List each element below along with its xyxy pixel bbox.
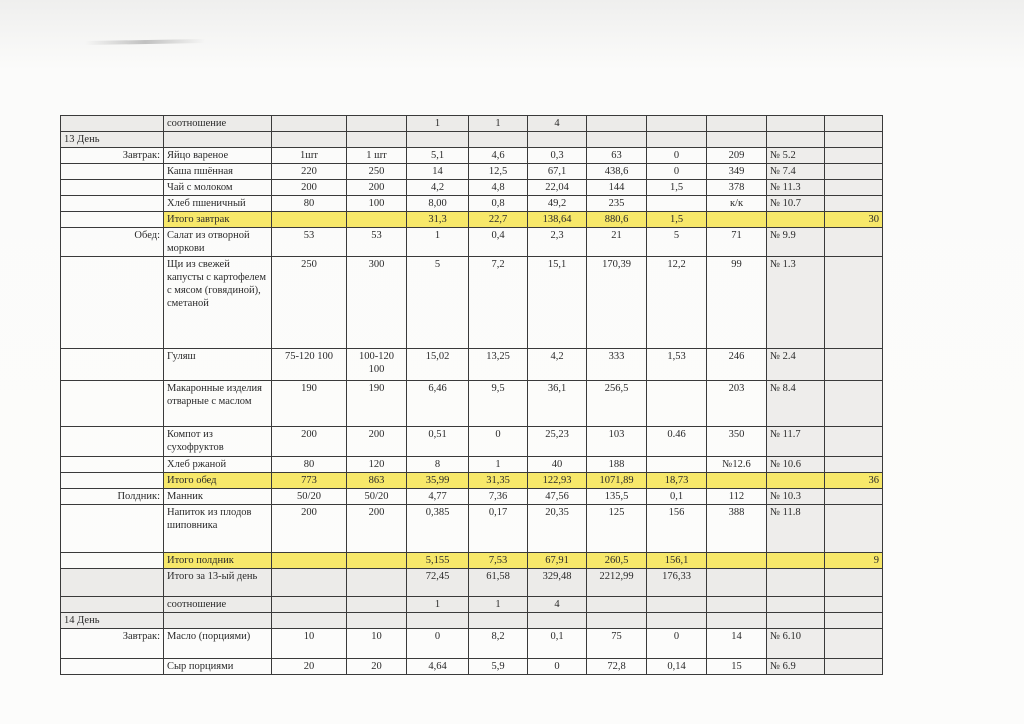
protein-cell: 1: [407, 116, 469, 132]
protein-cell: 35,99: [407, 473, 469, 489]
dish-name-cell: Хлеб пшеничный: [164, 196, 272, 212]
reference-cell: № 10.6: [767, 457, 825, 473]
recipe-number-cell: [707, 473, 767, 489]
portion-small-cell: 200: [272, 427, 347, 457]
table-row: [61, 196, 883, 212]
reference-cell: № 5.2: [767, 148, 825, 164]
portion-small-cell: [272, 116, 347, 132]
portion-small-cell: 200: [272, 180, 347, 196]
recipe-number-cell: 246: [707, 349, 767, 381]
meal-cell: [61, 505, 164, 553]
energy-cell: [587, 597, 647, 613]
meal-cell: [61, 164, 164, 180]
fat-cell: 4,6: [469, 148, 528, 164]
portion-large-cell: 200: [347, 427, 407, 457]
meal-cell: [61, 196, 164, 212]
fat-cell: 0: [469, 427, 528, 457]
table-row: [61, 659, 883, 675]
vitamin-cell: 156,1: [647, 553, 707, 569]
recipe-number-cell: [707, 132, 767, 148]
recipe-number-cell: 378: [707, 180, 767, 196]
table-row: [61, 164, 883, 180]
energy-cell: 75: [587, 629, 647, 659]
carbs-cell: 0,1: [528, 629, 587, 659]
portion-small-cell: 80: [272, 457, 347, 473]
percent-cell: [825, 148, 883, 164]
meal-cell: [61, 569, 164, 597]
fat-cell: 8,2: [469, 629, 528, 659]
portion-large-cell: 863: [347, 473, 407, 489]
table-row: [61, 505, 883, 553]
recipe-number-cell: 71: [707, 228, 767, 257]
fat-cell: 1: [469, 597, 528, 613]
paper-edge-mark: [85, 39, 205, 45]
vitamin-cell: 0: [647, 629, 707, 659]
portion-small-cell: 1шт: [272, 148, 347, 164]
vitamin-cell: [647, 597, 707, 613]
recipe-number-cell: 14: [707, 629, 767, 659]
dish-name-cell: Манник: [164, 489, 272, 505]
reference-cell: № 1.3: [767, 257, 825, 349]
dish-name-cell: Итого завтрак: [164, 212, 272, 228]
dish-name-cell: Гуляш: [164, 349, 272, 381]
meal-cell: [61, 597, 164, 613]
dish-name-cell: [164, 132, 272, 148]
meal-cell: [61, 180, 164, 196]
protein-cell: 1: [407, 597, 469, 613]
carbs-cell: 122,93: [528, 473, 587, 489]
dish-name-cell: Хлеб ржаной: [164, 457, 272, 473]
meal-cell: Завтрак:: [61, 629, 164, 659]
portion-small-cell: 20: [272, 659, 347, 675]
percent-cell: [825, 228, 883, 257]
portion-large-cell: [347, 116, 407, 132]
percent-cell: [825, 257, 883, 349]
vitamin-cell: 5: [647, 228, 707, 257]
protein-cell: [407, 613, 469, 629]
vitamin-cell: 12,2: [647, 257, 707, 349]
carbs-cell: 40: [528, 457, 587, 473]
energy-cell: [587, 613, 647, 629]
reference-cell: № 11.3: [767, 180, 825, 196]
vitamin-cell: [647, 457, 707, 473]
protein-cell: 72,45: [407, 569, 469, 597]
meal-cell: [61, 381, 164, 427]
table-row: [61, 180, 883, 196]
protein-cell: 4,64: [407, 659, 469, 675]
vitamin-cell: 0,14: [647, 659, 707, 675]
table-row: [61, 457, 883, 473]
carbs-cell: 4,2: [528, 349, 587, 381]
portion-large-cell: 20: [347, 659, 407, 675]
portion-large-cell: 50/20: [347, 489, 407, 505]
dish-name-cell: Каша пшённая: [164, 164, 272, 180]
protein-cell: 5,155: [407, 553, 469, 569]
reference-cell: [767, 597, 825, 613]
fat-cell: [469, 613, 528, 629]
energy-cell: 135,5: [587, 489, 647, 505]
fat-cell: 22,7: [469, 212, 528, 228]
energy-cell: 438,6: [587, 164, 647, 180]
percent-cell: [825, 381, 883, 427]
carbs-cell: 22,04: [528, 180, 587, 196]
table-row: [61, 212, 883, 228]
portion-small-cell: [272, 597, 347, 613]
reference-cell: № 9.9: [767, 228, 825, 257]
table-row: [61, 257, 883, 349]
dish-name-cell: Салат из отворной моркови: [164, 228, 272, 257]
carbs-cell: [528, 132, 587, 148]
reference-cell: № 7.4: [767, 164, 825, 180]
meal-cell: Завтрак:: [61, 148, 164, 164]
protein-cell: 4,2: [407, 180, 469, 196]
table-row: [61, 597, 883, 613]
percent-cell: [825, 659, 883, 675]
reference-cell: [767, 613, 825, 629]
portion-large-cell: [347, 613, 407, 629]
recipe-number-cell: 112: [707, 489, 767, 505]
vitamin-cell: [647, 116, 707, 132]
protein-cell: 0,385: [407, 505, 469, 553]
portion-large-cell: [347, 597, 407, 613]
dish-name-cell: Итого обед: [164, 473, 272, 489]
recipe-number-cell: [707, 597, 767, 613]
energy-cell: 170,39: [587, 257, 647, 349]
carbs-cell: 67,1: [528, 164, 587, 180]
protein-cell: 1: [407, 228, 469, 257]
fat-cell: 61,58: [469, 569, 528, 597]
reference-cell: № 10.3: [767, 489, 825, 505]
recipe-number-cell: 388: [707, 505, 767, 553]
table-row: [61, 116, 883, 132]
percent-cell: [825, 457, 883, 473]
meal-cell: [61, 427, 164, 457]
table-row: [61, 228, 883, 257]
recipe-number-cell: к/к: [707, 196, 767, 212]
recipe-number-cell: 15: [707, 659, 767, 675]
protein-cell: 5,1: [407, 148, 469, 164]
reference-cell: [767, 473, 825, 489]
table-row: [61, 132, 883, 148]
portion-large-cell: 190: [347, 381, 407, 427]
portion-large-cell: 10: [347, 629, 407, 659]
recipe-number-cell: 209: [707, 148, 767, 164]
reference-cell: [767, 212, 825, 228]
energy-cell: 144: [587, 180, 647, 196]
energy-cell: 72,8: [587, 659, 647, 675]
fat-cell: 1: [469, 116, 528, 132]
vitamin-cell: 1,5: [647, 180, 707, 196]
recipe-number-cell: [707, 569, 767, 597]
dish-name-cell: Напиток из плодов шиповника: [164, 505, 272, 553]
dish-name-cell: Чай с молоком: [164, 180, 272, 196]
portion-small-cell: 53: [272, 228, 347, 257]
protein-cell: 6,46: [407, 381, 469, 427]
percent-cell: [825, 505, 883, 553]
vitamin-cell: [647, 196, 707, 212]
dish-name-cell: [164, 613, 272, 629]
vitamin-cell: 0: [647, 164, 707, 180]
portion-large-cell: [347, 569, 407, 597]
table-row: [61, 569, 883, 597]
table-row: [61, 427, 883, 457]
energy-cell: 880,6: [587, 212, 647, 228]
recipe-number-cell: 349: [707, 164, 767, 180]
carbs-cell: 67,91: [528, 553, 587, 569]
portion-small-cell: [272, 132, 347, 148]
energy-cell: 256,5: [587, 381, 647, 427]
vitamin-cell: [647, 381, 707, 427]
vitamin-cell: 18,73: [647, 473, 707, 489]
menu-table-body: [61, 116, 883, 675]
portion-large-cell: [347, 132, 407, 148]
recipe-number-cell: [707, 553, 767, 569]
reference-cell: № 11.7: [767, 427, 825, 457]
meal-cell: [61, 257, 164, 349]
meal-cell: [61, 116, 164, 132]
dish-name-cell: Итого за 13-ый день: [164, 569, 272, 597]
vitamin-cell: 176,33: [647, 569, 707, 597]
meal-cell: Полдник:: [61, 489, 164, 505]
energy-cell: 103: [587, 427, 647, 457]
portion-small-cell: 773: [272, 473, 347, 489]
energy-cell: [587, 132, 647, 148]
fat-cell: 12,5: [469, 164, 528, 180]
reference-cell: № 2.4: [767, 349, 825, 381]
recipe-number-cell: [707, 212, 767, 228]
recipe-number-cell: №12.6: [707, 457, 767, 473]
percent-cell: [825, 196, 883, 212]
energy-cell: 260,5: [587, 553, 647, 569]
percent-cell: [825, 164, 883, 180]
protein-cell: 5: [407, 257, 469, 349]
vitamin-cell: 0: [647, 148, 707, 164]
carbs-cell: 47,56: [528, 489, 587, 505]
portion-small-cell: 190: [272, 381, 347, 427]
recipe-number-cell: 99: [707, 257, 767, 349]
energy-cell: 125: [587, 505, 647, 553]
meal-cell: 14 День: [61, 613, 164, 629]
meal-cell: [61, 659, 164, 675]
dish-name-cell: Сыр порциями: [164, 659, 272, 675]
meal-cell: 13 День: [61, 132, 164, 148]
fat-cell: 7,36: [469, 489, 528, 505]
carbs-cell: 138,64: [528, 212, 587, 228]
table-row: [61, 613, 883, 629]
fat-cell: 0,4: [469, 228, 528, 257]
vitamin-cell: 1,53: [647, 349, 707, 381]
carbs-cell: 0,3: [528, 148, 587, 164]
percent-cell: [825, 489, 883, 505]
portion-large-cell: 100: [347, 196, 407, 212]
portion-small-cell: [272, 553, 347, 569]
percent-cell: 9: [825, 553, 883, 569]
meal-cell: [61, 553, 164, 569]
portion-large-cell: 53: [347, 228, 407, 257]
menu-table: [60, 115, 883, 675]
protein-cell: 31,3: [407, 212, 469, 228]
carbs-cell: 4: [528, 597, 587, 613]
dish-name-cell: Итого полдник: [164, 553, 272, 569]
table-row: [61, 553, 883, 569]
protein-cell: 8,00: [407, 196, 469, 212]
percent-cell: [825, 629, 883, 659]
energy-cell: 333: [587, 349, 647, 381]
fat-cell: 1: [469, 457, 528, 473]
dish-name-cell: Яйцо вареное: [164, 148, 272, 164]
portion-small-cell: [272, 569, 347, 597]
protein-cell: 0,51: [407, 427, 469, 457]
energy-cell: [587, 116, 647, 132]
protein-cell: 8: [407, 457, 469, 473]
vitamin-cell: [647, 132, 707, 148]
percent-cell: [825, 132, 883, 148]
portion-large-cell: 100-120 100: [347, 349, 407, 381]
vitamin-cell: 0.46: [647, 427, 707, 457]
carbs-cell: 20,35: [528, 505, 587, 553]
portion-large-cell: 200: [347, 505, 407, 553]
percent-cell: [825, 116, 883, 132]
fat-cell: [469, 132, 528, 148]
reference-cell: [767, 132, 825, 148]
percent-cell: [825, 613, 883, 629]
table-row: [61, 629, 883, 659]
energy-cell: 2212,99: [587, 569, 647, 597]
dish-name-cell: Масло (порциями): [164, 629, 272, 659]
vitamin-cell: 0,1: [647, 489, 707, 505]
portion-large-cell: 200: [347, 180, 407, 196]
fat-cell: 4,8: [469, 180, 528, 196]
dish-name-cell: соотношение: [164, 116, 272, 132]
recipe-number-cell: [707, 116, 767, 132]
portion-small-cell: 80: [272, 196, 347, 212]
table-row: [61, 381, 883, 427]
protein-cell: 15,02: [407, 349, 469, 381]
carbs-cell: 2,3: [528, 228, 587, 257]
protein-cell: 4,77: [407, 489, 469, 505]
percent-cell: 30: [825, 212, 883, 228]
carbs-cell: 25,23: [528, 427, 587, 457]
fat-cell: 13,25: [469, 349, 528, 381]
fat-cell: 9,5: [469, 381, 528, 427]
recipe-number-cell: 203: [707, 381, 767, 427]
portion-large-cell: [347, 553, 407, 569]
percent-cell: [825, 569, 883, 597]
percent-cell: [825, 349, 883, 381]
carbs-cell: 36,1: [528, 381, 587, 427]
portion-small-cell: 200: [272, 505, 347, 553]
carbs-cell: 329,48: [528, 569, 587, 597]
portion-large-cell: 250: [347, 164, 407, 180]
meal-cell: [61, 212, 164, 228]
reference-cell: [767, 553, 825, 569]
energy-cell: 63: [587, 148, 647, 164]
dish-name-cell: Компот из сухофруктов: [164, 427, 272, 457]
portion-large-cell: 120: [347, 457, 407, 473]
portion-large-cell: 1 шт: [347, 148, 407, 164]
fat-cell: 5,9: [469, 659, 528, 675]
table-row: [61, 489, 883, 505]
meal-cell: [61, 473, 164, 489]
table-row: [61, 473, 883, 489]
reference-cell: № 6.10: [767, 629, 825, 659]
energy-cell: 188: [587, 457, 647, 473]
table-row: [61, 148, 883, 164]
portion-small-cell: [272, 613, 347, 629]
carbs-cell: [528, 613, 587, 629]
portion-small-cell: 75-120 100: [272, 349, 347, 381]
fat-cell: 7,53: [469, 553, 528, 569]
meal-cell: Обед:: [61, 228, 164, 257]
carbs-cell: 4: [528, 116, 587, 132]
recipe-number-cell: [707, 613, 767, 629]
dish-name-cell: Щи из свежей капусты с картофелем с мясом (говядиной), сметаной: [164, 257, 272, 349]
percent-cell: 36: [825, 473, 883, 489]
fat-cell: 7,2: [469, 257, 528, 349]
portion-small-cell: 220: [272, 164, 347, 180]
reference-cell: [767, 116, 825, 132]
dish-name-cell: соотношение: [164, 597, 272, 613]
vitamin-cell: [647, 613, 707, 629]
dish-name-cell: Макаронные изделия отварные с маслом: [164, 381, 272, 427]
portion-small-cell: 50/20: [272, 489, 347, 505]
reference-cell: № 6.9: [767, 659, 825, 675]
portion-small-cell: [272, 212, 347, 228]
fat-cell: 0,17: [469, 505, 528, 553]
portion-small-cell: 250: [272, 257, 347, 349]
carbs-cell: 15,1: [528, 257, 587, 349]
carbs-cell: 0: [528, 659, 587, 675]
reference-cell: № 8.4: [767, 381, 825, 427]
protein-cell: 14: [407, 164, 469, 180]
reference-cell: [767, 569, 825, 597]
carbs-cell: 49,2: [528, 196, 587, 212]
portion-large-cell: [347, 212, 407, 228]
meal-cell: [61, 457, 164, 473]
fat-cell: 31,35: [469, 473, 528, 489]
protein-cell: 0: [407, 629, 469, 659]
percent-cell: [825, 180, 883, 196]
reference-cell: № 11.8: [767, 505, 825, 553]
vitamin-cell: 156: [647, 505, 707, 553]
protein-cell: [407, 132, 469, 148]
energy-cell: 235: [587, 196, 647, 212]
meal-cell: [61, 349, 164, 381]
energy-cell: 1071,89: [587, 473, 647, 489]
table-row: [61, 349, 883, 381]
vitamin-cell: 1,5: [647, 212, 707, 228]
fat-cell: 0,8: [469, 196, 528, 212]
energy-cell: 21: [587, 228, 647, 257]
recipe-number-cell: 350: [707, 427, 767, 457]
portion-large-cell: 300: [347, 257, 407, 349]
portion-small-cell: 10: [272, 629, 347, 659]
percent-cell: [825, 427, 883, 457]
percent-cell: [825, 597, 883, 613]
reference-cell: № 10.7: [767, 196, 825, 212]
